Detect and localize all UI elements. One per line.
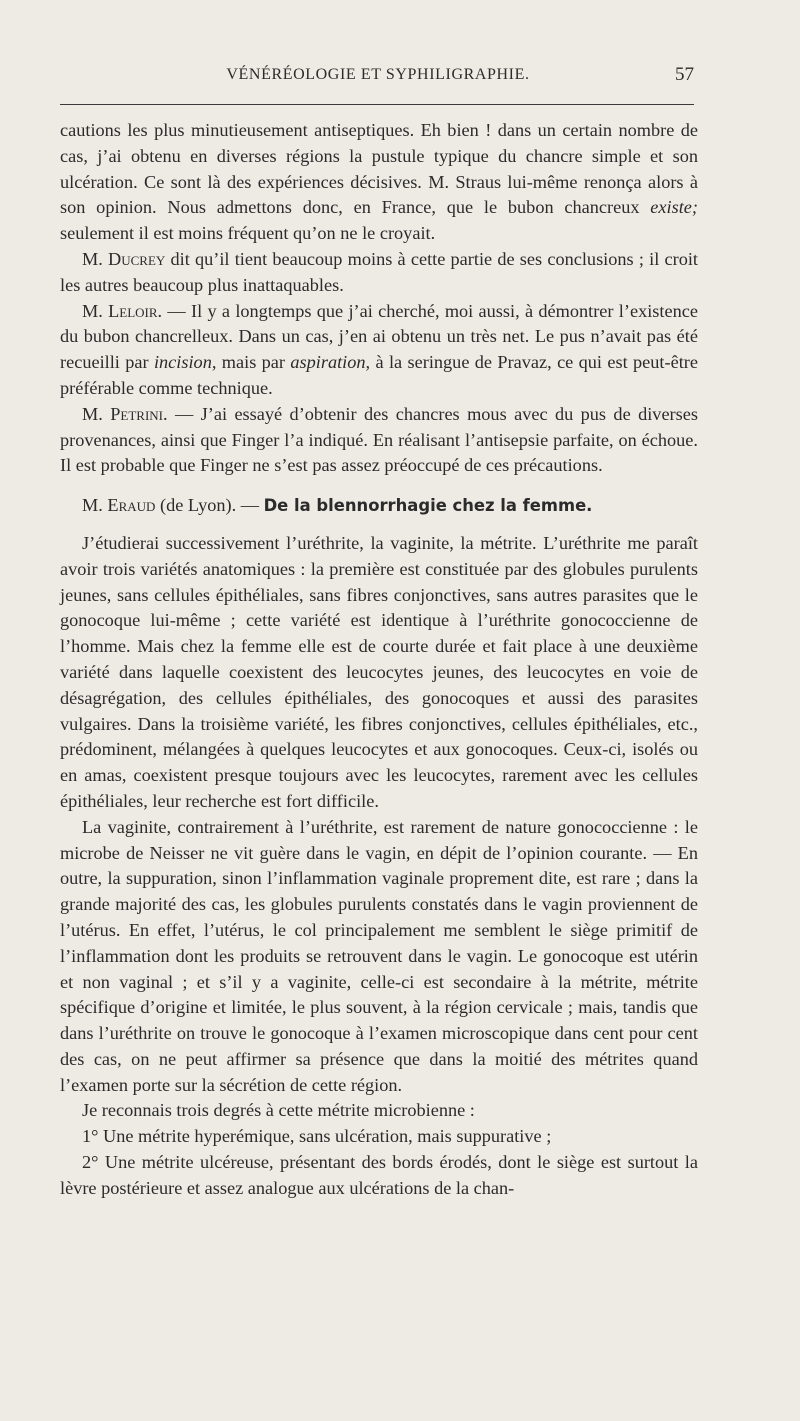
- page-header: [60, 64, 696, 94]
- emphasis-aspiration: aspiration,: [290, 352, 371, 373]
- list-item-2: 2° Une métrite ulcéreuse, présentant des bords érodés, dont le siège est surtout la lèvre postérieure et assez analogue aux ulcérations de la chan-: [60, 1152, 698, 1198]
- running-title: VÉNÉRÉOLOGIE ET SYPHILIGRAPHIE.: [226, 66, 530, 83]
- list-item-1: 1° Une métrite hyperémique, sans ulcération, mais suppurative ;: [82, 1126, 552, 1147]
- paragraph-degres: Je reconnais trois degrés à cette métrite microbienne :: [82, 1100, 475, 1121]
- speaker-name: Leloir.: [108, 300, 163, 321]
- page-number: 57: [675, 64, 694, 85]
- speaker-name: Petrini.: [110, 403, 168, 424]
- paragraph-leloir: M. Leloir. — Il y a longtemps que j’ai cherché, moi aussi, à démontrer l’existence du bubon chancrelleux. Dans un cas, j’en ai obtenu un très net. Le pus n’avait pas été recueilli par incision, mais par aspiration, à la seringue de Pravaz, ce qui est peut-être préférable comme technique.: [60, 300, 698, 398]
- paragraph-ducrey: M. Ducrey dit qu’il tient beaucoup moins à cette partie de ses conclusions ; il croit les autres beaucoup plus inattaquables.: [60, 248, 698, 295]
- section-title: De la blennorrhagie chez la femme.: [263, 496, 593, 516]
- paragraph-petrini: M. Petrini. — J’ai essayé d’obtenir des chancres mous avec du pus de diverses provenances, ainsi que Finger l’a indiqué. En réalisant l’antisepsie parfaite, on échoue. Il est probable que Finger ne s’est pas assez préoccupé de ces précautions.: [60, 403, 698, 476]
- paragraph-urethrite: J’étudierai successivement l’uréthrite, la vaginite, la métrite. L’uréthrite me paraît avoir trois variétés anatomiques : la première est constituée par des globules purulents jeunes, sans cellules épithéliales, sans fibres conjonctives, sans autres parasites que le gonocoque lui-même ; cette variété est identique à l’uréthrite gonococcienne de l’homme. Mais chez la femme elle est de courte durée et fait place à une deuxième variété dans laquelle coexistent des leucocytes jeunes, des leucocytes en voie de désagrégation, des cellules épithéliales, des gonocoques et aussi des parasites vulgaires. Dans la troisième variété, les fibres conjonctives, cellules épithéliales, etc., prédominent, mélangées à quelques leucocytes et aux gonocoques. Ceux-ci, isolés ou en amas, coexistent presque toujours avec les leucocytes, rarement avec les cellules épithéliales, leur recherche est fort difficile.: [60, 532, 698, 811]
- paragraph-continuation: cautions les plus minutieusement antiseptiques. Eh bien ! dans un certain nombre de cas, j’ai obtenu en diverses régions la pustule typique du chancre simple et son ulcération. Ce sont là des expériences décisives. M. Straus lui-même renonça alors à son opinion. Nous admettons donc, en France, que le bubon chancreux existe; seulement il est moins fréquent qu’on ne le croyait.: [60, 120, 698, 244]
- header-rule: [60, 104, 694, 105]
- emphasis-existe: existe;: [650, 197, 698, 218]
- body-text: [60, 118, 698, 1202]
- paragraph-vaginite: La vaginite, contrairement à l’uréthrite, est rarement de nature gonococcienne : le microbe de Neisser ne vit guère dans le vagin, en dépit de l’opinion courante. — En outre, la suppuration, sinon l’inflammation vaginale proprement dite, est rare ; dans la grande majorité des cas, les globules purulents constatés dans le vagin proviennent de l’utérus. En effet, l’utérus, le col principalement me semblent le siège primitif de l’inflammation dont les produits se retrouvent dans le vagin. Le gonocoque est utérin et non vaginal ; et s’il y a vaginite, celle-ci est secondaire à la métrite, métrite spécifique d’origine et limitée, le plus souvent, à la région cervicale ; mais, tandis que dans l’uréthrite on trouve le gonocoque à l’examen microscopique dans cent pour cent des cas, on ne peut affirmer sa présence que dans la moitié des métrites quand l’examen porte sur la sécrétion de cette région.: [60, 816, 698, 1095]
- speaker-name: Eraud: [107, 495, 156, 516]
- emphasis-incision: incision,: [153, 352, 217, 373]
- section-heading: M. Eraud (de Lyon). — De la blennorrhagie chez la femme.: [82, 495, 593, 516]
- speaker-name: Ducrey: [108, 248, 166, 269]
